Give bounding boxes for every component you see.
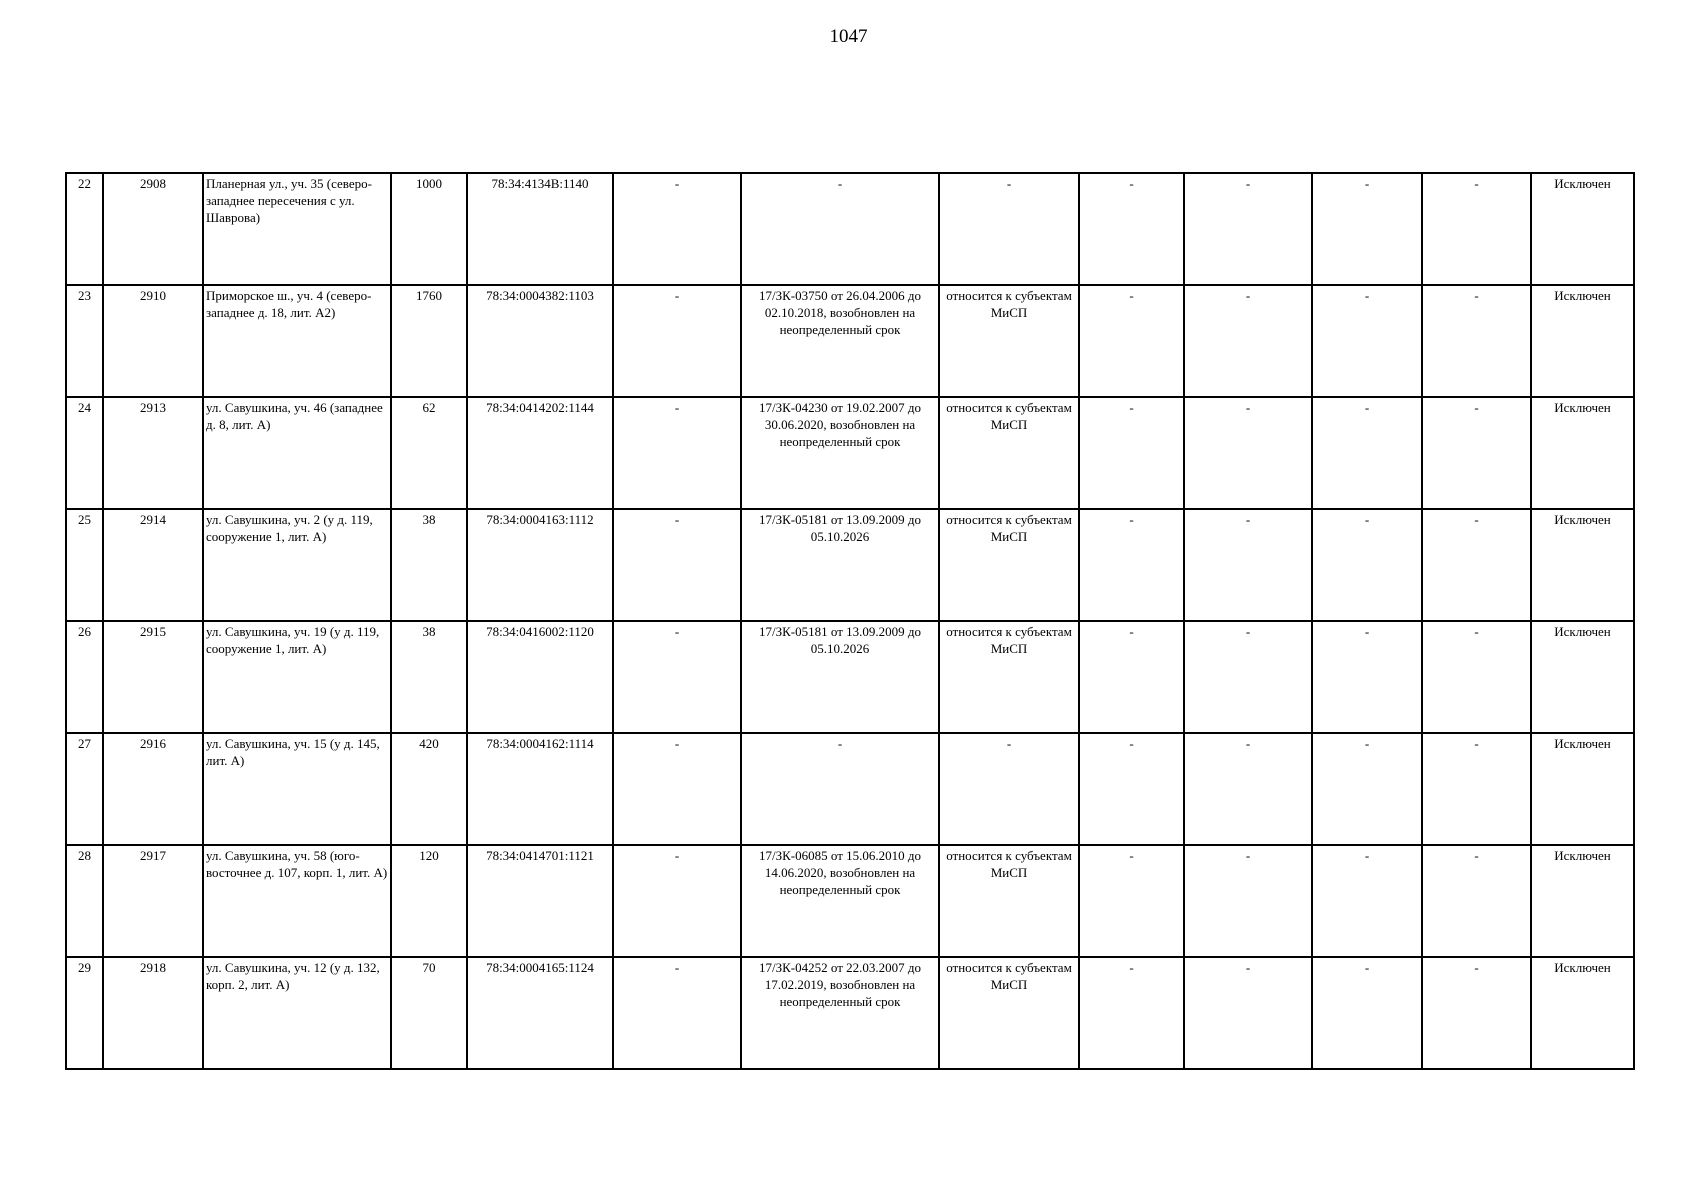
column-10-cell: - — [1184, 845, 1312, 957]
cadastral-number-cell: 78:34:0414202:1144 — [467, 397, 613, 509]
column-11-cell: - — [1312, 733, 1422, 845]
record-status-cell: Исключен — [1531, 173, 1634, 285]
registry-id-cell: 2918 — [103, 957, 203, 1069]
row-number-cell: 29 — [66, 957, 103, 1069]
row-number-cell: 27 — [66, 733, 103, 845]
row-number-cell: 23 — [66, 285, 103, 397]
row-number-cell: 22 — [66, 173, 103, 285]
row-number-cell: 25 — [66, 509, 103, 621]
area-cell: 38 — [391, 621, 467, 733]
lease-contract-cell: - — [741, 173, 939, 285]
column-10-cell: - — [1184, 173, 1312, 285]
column-12-cell: - — [1422, 173, 1531, 285]
registry-id-cell: 2910 — [103, 285, 203, 397]
registry-id-cell: 2915 — [103, 621, 203, 733]
record-status-cell: Исключен — [1531, 509, 1634, 621]
column-9-cell: - — [1079, 733, 1184, 845]
column-11-cell: - — [1312, 173, 1422, 285]
cadastral-number-cell: 78:34:0004163:1112 — [467, 509, 613, 621]
record-status-cell: Исключен — [1531, 845, 1634, 957]
record-status-cell: Исключен — [1531, 621, 1634, 733]
area-cell: 1760 — [391, 285, 467, 397]
column-9-cell: - — [1079, 621, 1184, 733]
column-10-cell: - — [1184, 957, 1312, 1069]
area-cell: 62 — [391, 397, 467, 509]
smb-status-cell: относится к субъектам МиСП — [939, 285, 1079, 397]
cadastral-number-cell: 78:34:0416002:1120 — [467, 621, 613, 733]
cadastral-number-cell: 78:34:0414701:1121 — [467, 845, 613, 957]
area-cell: 120 — [391, 845, 467, 957]
area-cell: 70 — [391, 957, 467, 1069]
row-number-cell: 28 — [66, 845, 103, 957]
smb-status-cell: - — [939, 173, 1079, 285]
column-12-cell: - — [1422, 397, 1531, 509]
record-status-cell: Исключен — [1531, 733, 1634, 845]
column-6-cell: - — [613, 733, 741, 845]
smb-status-cell: относится к субъектам МиСП — [939, 397, 1079, 509]
record-status-cell: Исключен — [1531, 397, 1634, 509]
column-10-cell: - — [1184, 509, 1312, 621]
table-row — [66, 733, 1634, 845]
address-cell: ул. Савушкина, уч. 12 (у д. 132, корп. 2, лит. А) — [203, 957, 391, 1069]
column-11-cell: - — [1312, 845, 1422, 957]
column-6-cell: - — [613, 845, 741, 957]
column-11-cell: - — [1312, 397, 1422, 509]
smb-status-cell: относится к субъектам МиСП — [939, 509, 1079, 621]
lease-contract-cell: - — [741, 733, 939, 845]
cadastral-number-cell: 78:34:4134В:1140 — [467, 173, 613, 285]
table-row — [66, 845, 1634, 957]
table-row — [66, 173, 1634, 285]
column-10-cell: - — [1184, 285, 1312, 397]
registry-id-cell: 2908 — [103, 173, 203, 285]
registry-id-cell: 2916 — [103, 733, 203, 845]
lease-contract-cell: 17/ЗК-04230 от 19.02.2007 до 30.06.2020, возобновлен на неопределенный срок — [741, 397, 939, 509]
address-cell: ул. Савушкина, уч. 58 (юго-восточнее д. 107, корп. 1, лит. А) — [203, 845, 391, 957]
record-status-cell: Исключен — [1531, 285, 1634, 397]
column-10-cell: - — [1184, 621, 1312, 733]
table-row — [66, 397, 1634, 509]
row-number-cell: 24 — [66, 397, 103, 509]
column-9-cell: - — [1079, 845, 1184, 957]
cadastral-number-cell: 78:34:0004162:1114 — [467, 733, 613, 845]
column-6-cell: - — [613, 173, 741, 285]
lease-contract-cell: 17/ЗК-05181 от 13.09.2009 до 05.10.2026 — [741, 621, 939, 733]
registry-id-cell: 2917 — [103, 845, 203, 957]
table-row — [66, 509, 1634, 621]
area-cell: 1000 — [391, 173, 467, 285]
smb-status-cell: относится к субъектам МиСП — [939, 621, 1079, 733]
area-cell: 38 — [391, 509, 467, 621]
column-11-cell: - — [1312, 957, 1422, 1069]
column-6-cell: - — [613, 509, 741, 621]
record-status-cell: Исключен — [1531, 957, 1634, 1069]
page-number: 1047 — [829, 26, 868, 47]
address-cell: ул. Савушкина, уч. 19 (у д. 119, сооружение 1, лит. А) — [203, 621, 391, 733]
column-6-cell: - — [613, 621, 741, 733]
area-cell: 420 — [391, 733, 467, 845]
column-10-cell: - — [1184, 397, 1312, 509]
lease-contract-cell: 17/ЗК-05181 от 13.09.2009 до 05.10.2026 — [741, 509, 939, 621]
column-9-cell: - — [1079, 173, 1184, 285]
land-plots-table — [65, 172, 1635, 1070]
address-cell: ул. Савушкина, уч. 2 (у д. 119, сооружение 1, лит. А) — [203, 509, 391, 621]
address-cell: Приморское ш., уч. 4 (северо-западнее д. 18, лит. А2) — [203, 285, 391, 397]
column-9-cell: - — [1079, 957, 1184, 1069]
address-cell: ул. Савушкина, уч. 15 (у д. 145, лит. А) — [203, 733, 391, 845]
column-6-cell: - — [613, 397, 741, 509]
column-12-cell: - — [1422, 285, 1531, 397]
cadastral-number-cell: 78:34:0004382:1103 — [467, 285, 613, 397]
cadastral-number-cell: 78:34:0004165:1124 — [467, 957, 613, 1069]
lease-contract-cell: 17/ЗК-03750 от 26.04.2006 до 02.10.2018, возобновлен на неопределенный срок — [741, 285, 939, 397]
smb-status-cell: относится к субъектам МиСП — [939, 957, 1079, 1069]
column-11-cell: - — [1312, 509, 1422, 621]
table-row — [66, 957, 1634, 1069]
column-12-cell: - — [1422, 957, 1531, 1069]
column-12-cell: - — [1422, 621, 1531, 733]
table-row — [66, 621, 1634, 733]
smb-status-cell: - — [939, 733, 1079, 845]
lease-contract-cell: 17/ЗК-04252 от 22.03.2007 до 17.02.2019, возобновлен на неопределенный срок — [741, 957, 939, 1069]
column-12-cell: - — [1422, 733, 1531, 845]
row-number-cell: 26 — [66, 621, 103, 733]
column-9-cell: - — [1079, 509, 1184, 621]
lease-contract-cell: 17/ЗК-06085 от 15.06.2010 до 14.06.2020, возобновлен на неопределенный срок — [741, 845, 939, 957]
column-9-cell: - — [1079, 285, 1184, 397]
registry-id-cell: 2914 — [103, 509, 203, 621]
column-9-cell: - — [1079, 397, 1184, 509]
column-6-cell: - — [613, 957, 741, 1069]
registry-id-cell: 2913 — [103, 397, 203, 509]
column-12-cell: - — [1422, 509, 1531, 621]
column-12-cell: - — [1422, 845, 1531, 957]
smb-status-cell: относится к субъектам МиСП — [939, 845, 1079, 957]
column-10-cell: - — [1184, 733, 1312, 845]
column-11-cell: - — [1312, 285, 1422, 397]
address-cell: Планерная ул., уч. 35 (северо-западнее пересечения с ул. Шаврова) — [203, 173, 391, 285]
address-cell: ул. Савушкина, уч. 46 (западнее д. 8, лит. А) — [203, 397, 391, 509]
column-11-cell: - — [1312, 621, 1422, 733]
column-6-cell: - — [613, 285, 741, 397]
table-row — [66, 285, 1634, 397]
